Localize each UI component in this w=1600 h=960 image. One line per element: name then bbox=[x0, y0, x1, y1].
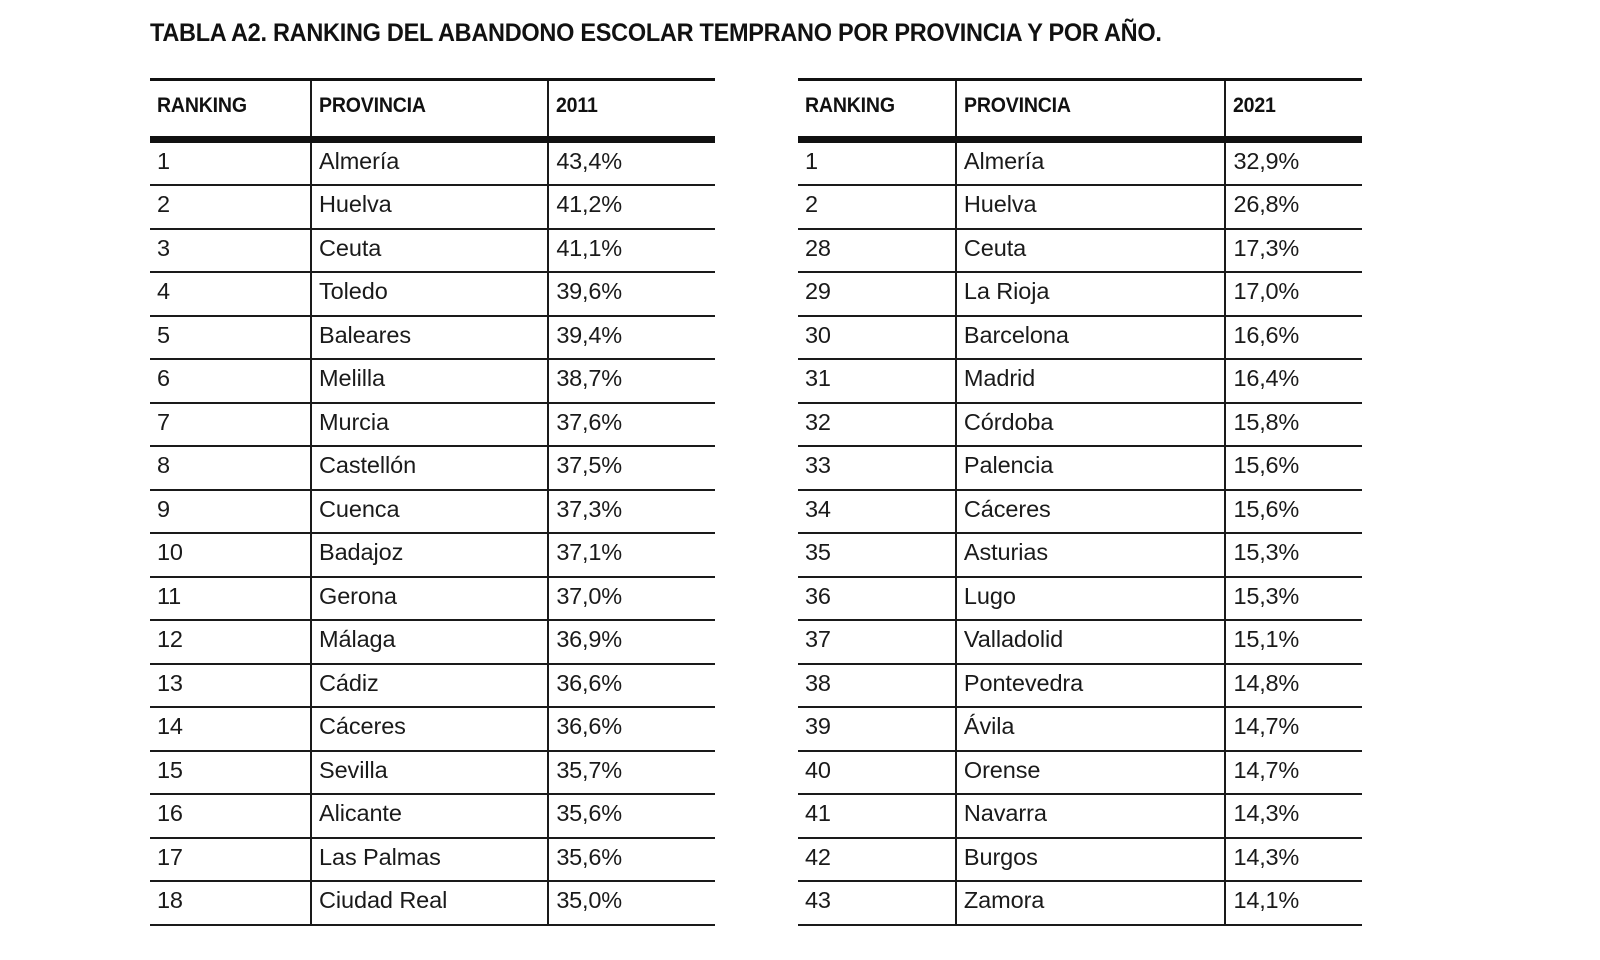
cell-ranking: 18 bbox=[150, 881, 311, 925]
table-row bbox=[798, 838, 1362, 882]
ranking-table-2011 bbox=[150, 78, 715, 926]
column-header-ranking: RANKING bbox=[150, 80, 311, 140]
cell-provincia: Pontevedra bbox=[956, 664, 1226, 708]
column-header-provincia: PROVINCIA bbox=[956, 80, 1226, 140]
cell-provincia: Castellón bbox=[311, 446, 548, 490]
cell-provincia: Córdoba bbox=[956, 403, 1226, 447]
cell-ranking: 11 bbox=[150, 577, 311, 621]
cell-value: 37,3% bbox=[548, 490, 715, 534]
table-row bbox=[150, 229, 715, 273]
table-row bbox=[798, 881, 1362, 925]
cell-ranking: 13 bbox=[150, 664, 311, 708]
cell-value: 37,5% bbox=[548, 446, 715, 490]
cell-ranking: 34 bbox=[798, 490, 956, 534]
cell-provincia: Baleares bbox=[311, 316, 548, 360]
cell-provincia: Ávila bbox=[956, 707, 1226, 751]
cell-value: 15,3% bbox=[1225, 533, 1362, 577]
cell-provincia: Cádiz bbox=[311, 664, 548, 708]
cell-value: 41,2% bbox=[548, 185, 715, 229]
cell-provincia: Badajoz bbox=[311, 533, 548, 577]
cell-value: 15,1% bbox=[1225, 620, 1362, 664]
cell-provincia: Asturias bbox=[956, 533, 1226, 577]
cell-ranking: 1 bbox=[150, 140, 311, 186]
cell-provincia: Huelva bbox=[956, 185, 1226, 229]
cell-provincia: Navarra bbox=[956, 794, 1226, 838]
cell-provincia: Almería bbox=[311, 140, 548, 186]
cell-ranking: 8 bbox=[150, 446, 311, 490]
cell-ranking: 28 bbox=[798, 229, 956, 273]
cell-provincia: Cáceres bbox=[311, 707, 548, 751]
cell-provincia: La Rioja bbox=[956, 272, 1226, 316]
cell-value: 32,9% bbox=[1225, 140, 1362, 186]
cell-ranking: 42 bbox=[798, 838, 956, 882]
table-row bbox=[150, 140, 715, 186]
table-row bbox=[798, 794, 1362, 838]
table-row bbox=[150, 664, 715, 708]
cell-value: 36,6% bbox=[548, 707, 715, 751]
cell-value: 15,6% bbox=[1225, 490, 1362, 534]
ranking-table-2021 bbox=[798, 78, 1362, 926]
cell-provincia: Melilla bbox=[311, 359, 548, 403]
column-header-ranking: RANKING bbox=[798, 80, 956, 140]
cell-provincia: Cuenca bbox=[311, 490, 548, 534]
cell-ranking: 4 bbox=[150, 272, 311, 316]
cell-ranking: 2 bbox=[798, 185, 956, 229]
cell-ranking: 2 bbox=[150, 185, 311, 229]
cell-ranking: 33 bbox=[798, 446, 956, 490]
table-row bbox=[798, 140, 1362, 186]
cell-ranking: 5 bbox=[150, 316, 311, 360]
cell-provincia: Huelva bbox=[311, 185, 548, 229]
cell-value: 39,6% bbox=[548, 272, 715, 316]
cell-value: 14,3% bbox=[1225, 794, 1362, 838]
cell-value: 38,7% bbox=[548, 359, 715, 403]
cell-value: 14,1% bbox=[1225, 881, 1362, 925]
table-row bbox=[150, 316, 715, 360]
table-row bbox=[150, 751, 715, 795]
table-row bbox=[798, 533, 1362, 577]
table-row bbox=[798, 664, 1362, 708]
cell-ranking: 43 bbox=[798, 881, 956, 925]
cell-value: 17,3% bbox=[1225, 229, 1362, 273]
cell-ranking: 9 bbox=[150, 490, 311, 534]
table-row bbox=[798, 316, 1362, 360]
cell-ranking: 10 bbox=[150, 533, 311, 577]
table-row bbox=[150, 707, 715, 751]
cell-provincia: Ceuta bbox=[956, 229, 1226, 273]
cell-value: 14,7% bbox=[1225, 751, 1362, 795]
cell-value: 37,1% bbox=[548, 533, 715, 577]
cell-ranking: 16 bbox=[150, 794, 311, 838]
table-row bbox=[150, 446, 715, 490]
cell-value: 36,6% bbox=[548, 664, 715, 708]
cell-ranking: 32 bbox=[798, 403, 956, 447]
cell-value: 15,8% bbox=[1225, 403, 1362, 447]
cell-value: 26,8% bbox=[1225, 185, 1362, 229]
cell-provincia: Palencia bbox=[956, 446, 1226, 490]
cell-provincia: Ceuta bbox=[311, 229, 548, 273]
cell-provincia: Ciudad Real bbox=[311, 881, 548, 925]
cell-ranking: 17 bbox=[150, 838, 311, 882]
cell-ranking: 41 bbox=[798, 794, 956, 838]
cell-provincia: Las Palmas bbox=[311, 838, 548, 882]
table-row bbox=[798, 359, 1362, 403]
cell-ranking: 3 bbox=[150, 229, 311, 273]
table-row bbox=[150, 620, 715, 664]
cell-value: 16,6% bbox=[1225, 316, 1362, 360]
cell-provincia: Málaga bbox=[311, 620, 548, 664]
cell-ranking: 29 bbox=[798, 272, 956, 316]
table-row bbox=[798, 707, 1362, 751]
table-row bbox=[798, 229, 1362, 273]
cell-provincia: Barcelona bbox=[956, 316, 1226, 360]
cell-value: 14,7% bbox=[1225, 707, 1362, 751]
table-row bbox=[150, 272, 715, 316]
cell-ranking: 37 bbox=[798, 620, 956, 664]
cell-ranking: 1 bbox=[798, 140, 956, 186]
cell-provincia: Orense bbox=[956, 751, 1226, 795]
cell-ranking: 38 bbox=[798, 664, 956, 708]
cell-ranking: 7 bbox=[150, 403, 311, 447]
cell-ranking: 31 bbox=[798, 359, 956, 403]
table-row bbox=[798, 577, 1362, 621]
cell-value: 14,8% bbox=[1225, 664, 1362, 708]
cell-ranking: 30 bbox=[798, 316, 956, 360]
cell-provincia: Cáceres bbox=[956, 490, 1226, 534]
column-header-year: 2021 bbox=[1225, 80, 1362, 140]
cell-value: 14,3% bbox=[1225, 838, 1362, 882]
table-2021-container bbox=[798, 78, 1362, 926]
cell-ranking: 35 bbox=[798, 533, 956, 577]
cell-value: 35,0% bbox=[548, 881, 715, 925]
table-row bbox=[150, 403, 715, 447]
cell-provincia: Murcia bbox=[311, 403, 548, 447]
cell-value: 41,1% bbox=[548, 229, 715, 273]
cell-ranking: 39 bbox=[798, 707, 956, 751]
cell-provincia: Almería bbox=[956, 140, 1226, 186]
table-row bbox=[798, 620, 1362, 664]
table-row bbox=[798, 185, 1362, 229]
cell-provincia: Lugo bbox=[956, 577, 1226, 621]
cell-value: 36,9% bbox=[548, 620, 715, 664]
cell-value: 16,4% bbox=[1225, 359, 1362, 403]
cell-value: 35,7% bbox=[548, 751, 715, 795]
table-body-2021 bbox=[798, 140, 1362, 925]
cell-ranking: 14 bbox=[150, 707, 311, 751]
cell-value: 37,0% bbox=[548, 577, 715, 621]
cell-provincia: Alicante bbox=[311, 794, 548, 838]
cell-provincia: Burgos bbox=[956, 838, 1226, 882]
cell-provincia: Madrid bbox=[956, 359, 1226, 403]
cell-value: 43,4% bbox=[548, 140, 715, 186]
table-body-2011 bbox=[150, 140, 715, 925]
cell-ranking: 40 bbox=[798, 751, 956, 795]
cell-provincia: Valladolid bbox=[956, 620, 1226, 664]
table-row bbox=[150, 490, 715, 534]
table-row bbox=[150, 185, 715, 229]
cell-ranking: 36 bbox=[798, 577, 956, 621]
cell-value: 35,6% bbox=[548, 838, 715, 882]
page-title: TABLA A2. RANKING DEL ABANDONO ESCOLAR TEMPRANO POR PROVINCIA Y POR AÑO. bbox=[150, 19, 1162, 47]
table-row bbox=[798, 751, 1362, 795]
table-header-row bbox=[150, 80, 715, 140]
table-row bbox=[150, 533, 715, 577]
table-row bbox=[798, 272, 1362, 316]
column-header-year: 2011 bbox=[548, 80, 715, 140]
table-header-row bbox=[798, 80, 1362, 140]
table-row bbox=[150, 838, 715, 882]
table-row bbox=[150, 794, 715, 838]
cell-value: 35,6% bbox=[548, 794, 715, 838]
column-header-provincia: PROVINCIA bbox=[311, 80, 548, 140]
table-row bbox=[150, 881, 715, 925]
cell-provincia: Gerona bbox=[311, 577, 548, 621]
cell-value: 39,4% bbox=[548, 316, 715, 360]
cell-value: 17,0% bbox=[1225, 272, 1362, 316]
cell-provincia: Zamora bbox=[956, 881, 1226, 925]
table-row bbox=[798, 490, 1362, 534]
table-2011-container bbox=[150, 78, 715, 926]
cell-value: 37,6% bbox=[548, 403, 715, 447]
table-row bbox=[150, 577, 715, 621]
table-row bbox=[798, 446, 1362, 490]
table-row bbox=[798, 403, 1362, 447]
cell-value: 15,6% bbox=[1225, 446, 1362, 490]
cell-ranking: 6 bbox=[150, 359, 311, 403]
cell-ranking: 15 bbox=[150, 751, 311, 795]
cell-ranking: 12 bbox=[150, 620, 311, 664]
table-row bbox=[150, 359, 715, 403]
cell-value: 15,3% bbox=[1225, 577, 1362, 621]
cell-provincia: Sevilla bbox=[311, 751, 548, 795]
cell-provincia: Toledo bbox=[311, 272, 548, 316]
